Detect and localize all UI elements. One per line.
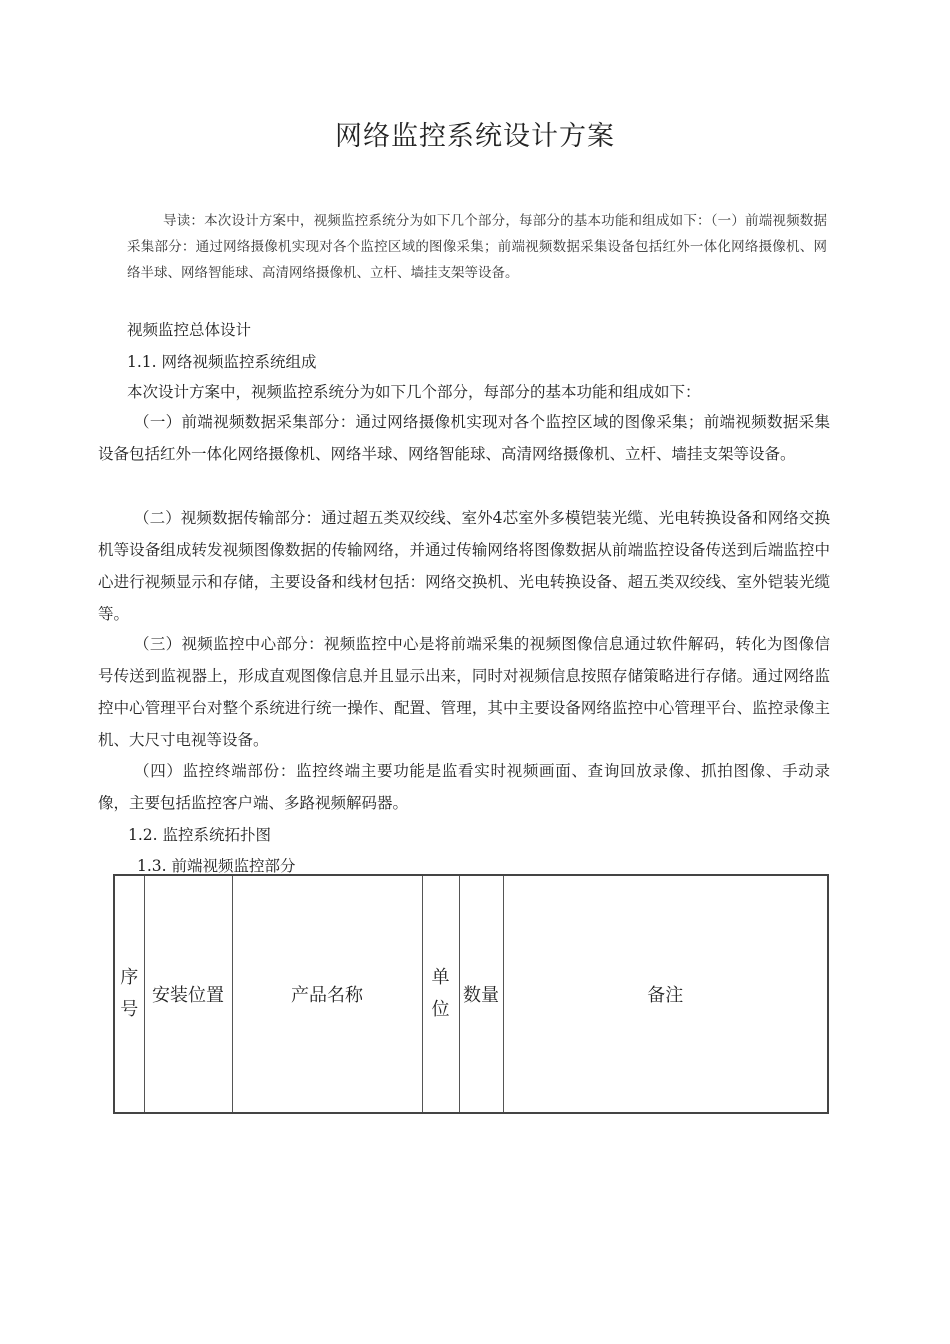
subsection-1-1-heading: 1.1. 网络视频监控系统组成 — [127, 353, 317, 371]
body-paragraph-4: （四）监控终端部份：监控终端主要功能是监看实时视频画面、查询回放录像、抓拍图像、手动录像，主要包括监控客户端、多路视频解码器。 — [98, 762, 830, 812]
table-header-row — [114, 875, 828, 1113]
subsection-1-3-heading: 1.3. 前端视频监控部分 — [137, 857, 296, 875]
header-cell-quantity: 数量 — [459, 875, 503, 1113]
header-cell-index: 序号 — [114, 875, 144, 1113]
subsection-1-2-heading: 1.2. 监控系统拓扑图 — [128, 826, 272, 844]
header-cell-product-name: 产品名称 — [232, 875, 422, 1113]
body-paragraph-3: （三）视频监控中心部分：视频监控中心是将前端采集的视频图像信息通过软件解码，转化为图像信号传送到监视器上，形成直观图像信息并且显示出来，同时对视频信息按照存储策略进行存储。通过网络监控中心管理平台对整个系统进行统一操作、配置、管理，其中主要设备网络监控中心管理平台、监控录像主机、大尺寸电视等设备。 — [98, 635, 830, 749]
body-paragraph-1: （一）前端视频数据采集部分：通过网络摄像机实现对各个监控区域的图像采集；前端视频数据采集设备包括红外一体化网络摄像机、网络半球、网络智能球、高清网络摄像机、立杆、墙挂支架等设备。 — [98, 413, 830, 463]
body-paragraph-2: （二）视频数据传输部分：通过超五类双绞线、室外4芯室外多模铠装光缆、光电转换设备和网络交换机等设备组成转发视频图像数据的传输网络，并通过传输网络将图像数据从前端监控设备传送到后端监控中心进行视频显示和存储，主要设备和线材包括：网络交换机、光电转换设备、超五类双绞线、室外铠装光缆等。 — [98, 509, 830, 623]
header-cell-unit: 单位 — [422, 875, 459, 1113]
section-heading: 视频监控总体设计 — [127, 321, 252, 339]
document-title: 网络监控系统设计方案 — [335, 121, 615, 152]
header-cell-install-location: 安装位置 — [144, 875, 232, 1113]
lead-sentence: 本次设计方案中，视频监控系统分为如下几个部分，每部分的基本功能和组成如下： — [127, 383, 701, 401]
intro-paragraph: 导读：本次设计方案中，视频监控系统分为如下几个部分，每部分的基本功能和组成如下：（一）前端视频数据采集部分：通过网络摄像机实现对各个监控区域的图像采集；前端视频数据采集设备包括红外一体化网络摄像机、网络半球、网络智能球、高清网络摄像机、立杆、墙挂支架等设备。 — [127, 213, 827, 281]
header-cell-remarks: 备注 — [503, 875, 828, 1113]
equipment-table — [113, 874, 829, 1114]
